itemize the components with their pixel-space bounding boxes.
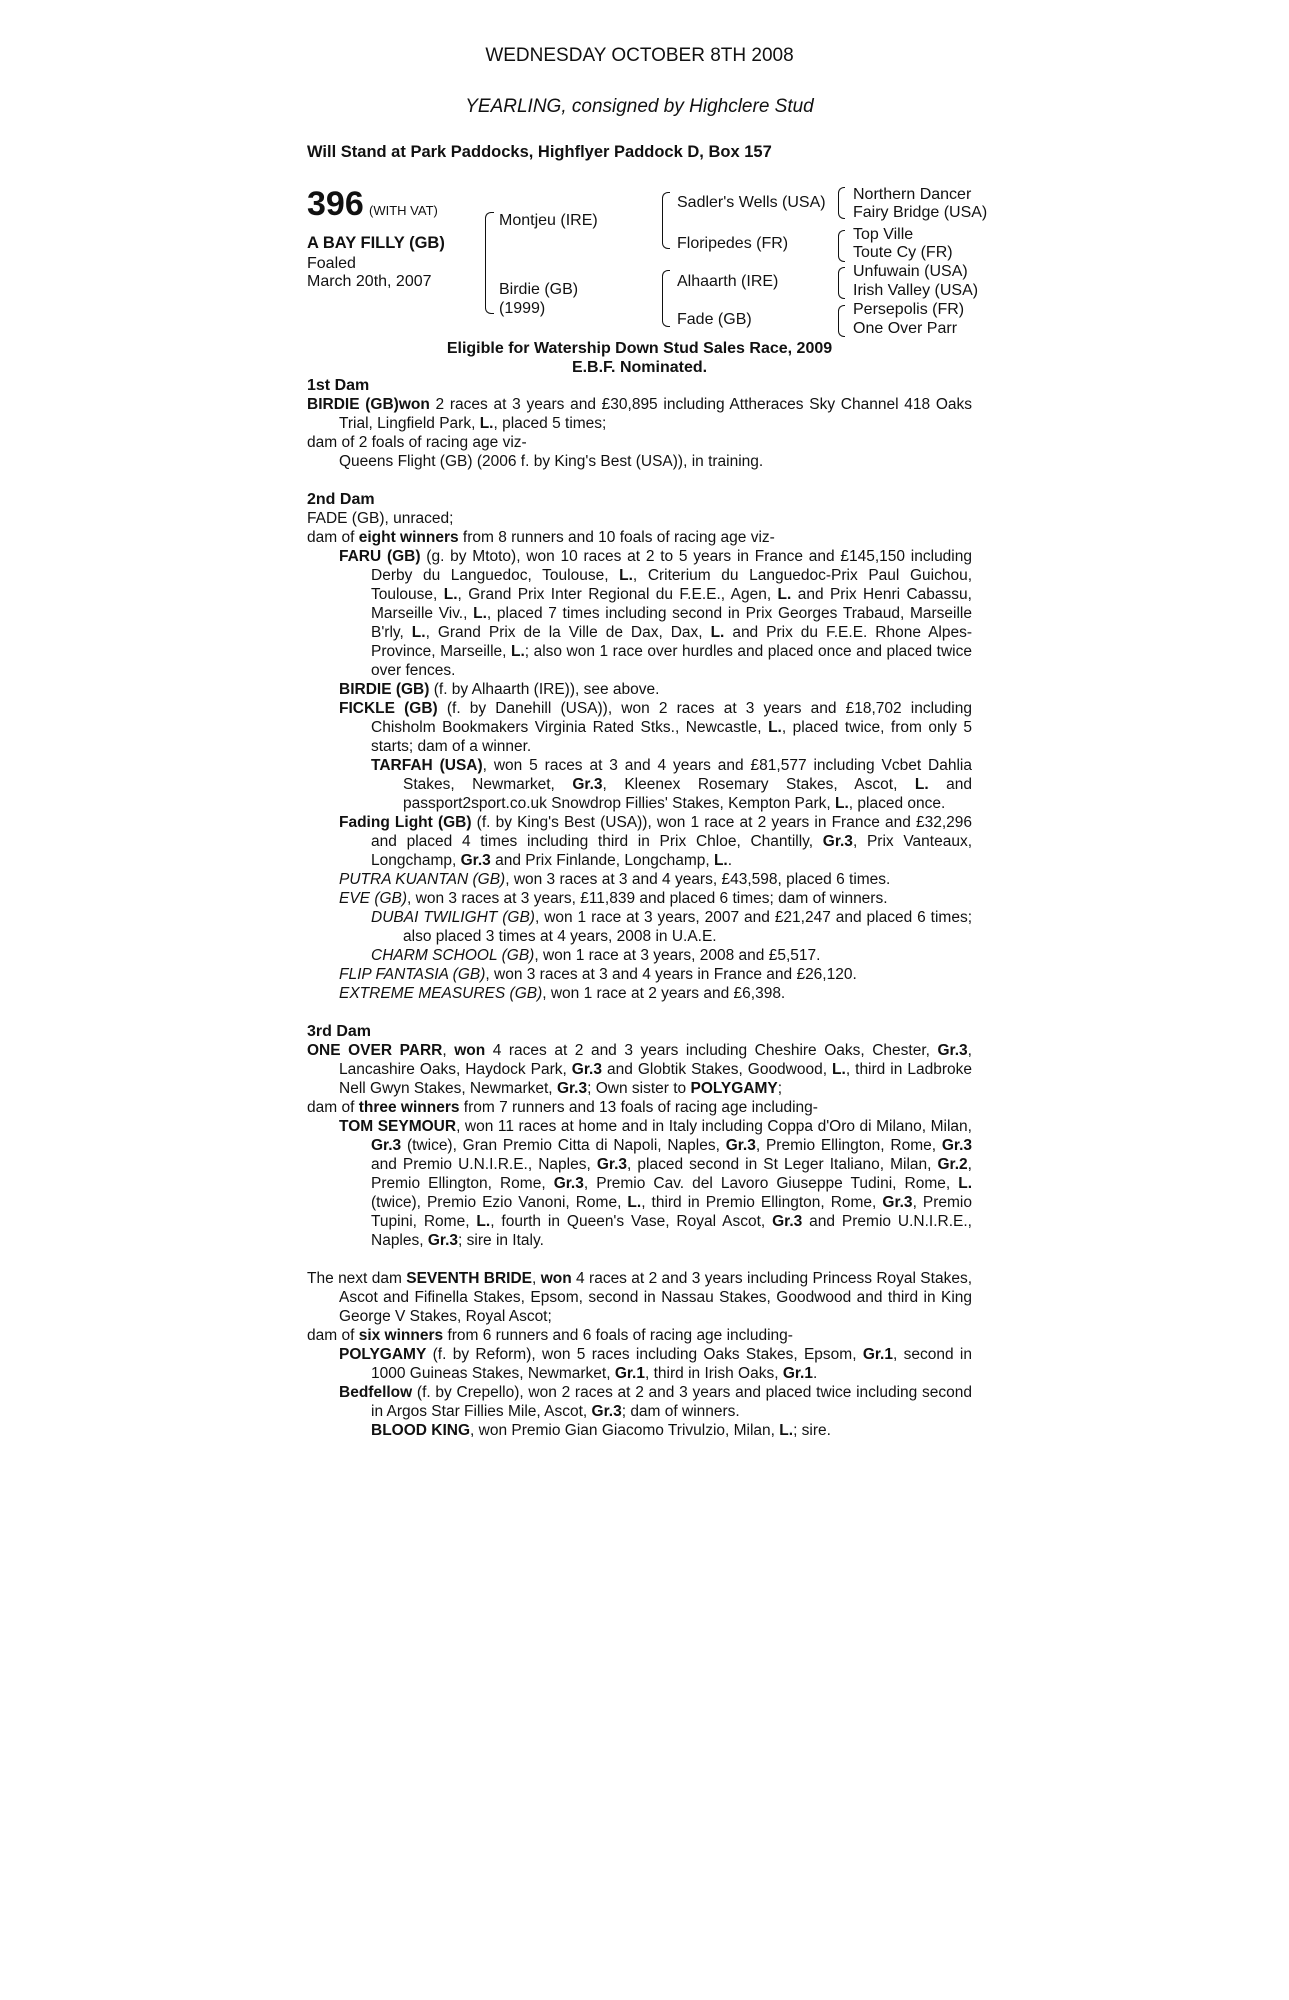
produce-fickle: FICKLE (GB) (f. by Danehill (USA)), won 2 races at 3 years and £18,702 including Chisholm Bookmakers Virginia Rated Stks., Newcastle, L., placed twice, from only 5 starts; dam of a winner. (339, 700, 972, 755)
second-dam-dam-of: dam of eight winners from 8 runners and 10 foals of racing age viz- (307, 529, 775, 546)
pedigree-dam-year: (1999) (499, 300, 546, 317)
next-dam-dam-of: dam of six winners from 6 runners and 6 foals of racing age including- (307, 1327, 793, 1344)
first-dam-record: BIRDIE (GB)won 2 races at 3 years and £30,895 including Attheraces Sky Channel 418 Oaks Trial, Lingfield Park, L., placed 5 times; (307, 396, 972, 432)
third-dam-heading: 3rd Dam (307, 1023, 372, 1040)
produce-fading-light: Fading Light (GB) (f. by King's Best (USA)), won 1 race at 2 years in France and £32,296 and placed 4 times including third in Prix Chloe, Chantilly, Gr.3, Prix Vanteaux, Longchamp, Gr.3 and Prix Finlande, Longchamp, L.. (339, 814, 973, 869)
pedigree-sire: Montjeu (IRE) (499, 212, 598, 229)
pedigree-brace-g2 (838, 230, 845, 262)
second-dam-name: FADE (GB), unraced; (307, 510, 454, 527)
stand-location: Will Stand at Park Paddocks, Highflyer Paddock D, Box 157 (307, 143, 772, 161)
pedigree-dam-sire: Alhaarth (IRE) (677, 273, 779, 290)
sales-race-eligibility: Eligible for Watership Down Stud Sales Race, 2009 (446, 340, 833, 357)
produce-dubai-twilight: DUBAI TWILIGHT (GB), won 1 race at 3 years, 2007 and £21,247 and placed 6 times; also placed 3 times at 4 years, 2008 in U.A.E. (371, 909, 972, 945)
produce-tarfah: TARFAH (USA), won 5 races at 3 and 4 years and £81,577 including Vcbet Dahlia Stakes, Newmarket, Gr.3, Kleenex Rosemary Stakes, Ascot, L. and passport2sport.co.uk Snowdrop Fillies' Stakes, Kempton Park, L., placed once. (371, 757, 973, 812)
pedigree-g2: Fairy Bridge (USA) (853, 204, 988, 221)
pedigree-g6: Irish Valley (USA) (853, 282, 979, 299)
first-dam-heading: 1st Dam (307, 377, 370, 394)
foaled-label: Foaled (307, 255, 356, 272)
lot-number: 396 (307, 185, 364, 223)
vat-note: (WITH VAT) (369, 203, 438, 218)
pedigree-g3: Top Ville (853, 226, 914, 243)
pedigree-g1: Northern Dancer (853, 186, 972, 203)
sale-date: WEDNESDAY OCTOBER 8TH 2008 (485, 45, 794, 66)
produce-bedfellow: Bedfellow (f. by Crepello), won 2 races at 2 and 3 years and placed twice including second in Argos Star Fillies Mile, Ascot, Gr.3; dam of winners. (339, 1384, 972, 1420)
pedigree-g5: Unfuwain (USA) (853, 263, 968, 280)
foaled-date: March 20th, 2007 (307, 273, 432, 290)
produce-polygamy: POLYGAMY (f. by Reform), won 5 races including Oaks Stakes, Epsom, Gr.1, second in 1000 Guineas Stakes, Newmarket, Gr.1, third in Irish Oaks, Gr.1. (339, 1346, 972, 1382)
consignment-line: YEARLING, consigned by Highclere Stud (465, 96, 814, 117)
first-dam-foal: Queens Flight (GB) (2006 f. by King's Best (USA)), in training. (339, 453, 764, 470)
first-dam-dam-of: dam of 2 foals of racing age viz- (307, 434, 527, 451)
pedigree-brace-g3 (838, 267, 845, 299)
produce-charm-school: CHARM SCHOOL (GB), won 1 race at 3 years, 2008 and £5,517. (371, 947, 821, 964)
pedigree-g4: Toute Cy (FR) (853, 244, 953, 261)
produce-blood-king: BLOOD KING, won Premio Gian Giacomo Trivulzio, Milan, L.; sire. (371, 1422, 831, 1439)
produce-birdie: BIRDIE (GB) (f. by Alhaarth (IRE)), see above. (339, 681, 660, 698)
produce-record (307, 376, 972, 1440)
produce-extreme-measures: EXTREME MEASURES (GB), won 1 race at 2 years and £6,398. (339, 985, 786, 1002)
produce-putra-kuantan: PUTRA KUANTAN (GB), won 3 races at 3 and 4 years, £43,598, placed 6 times. (339, 871, 891, 888)
third-dam-record: ONE OVER PARR, won 4 races at 2 and 3 years including Cheshire Oaks, Chester, Gr.3, Lancashire Oaks, Haydock Park, Gr.3 and Globtik Stakes, Goodwood, L., third in Ladbroke Nell Gwyn Stakes, Newmarket, Gr.3; Own sister to POLYGAMY; (307, 1042, 972, 1097)
produce-eve: EVE (GB), won 3 races at 3 years, £11,839 and placed 6 times; dam of winners. (339, 890, 888, 907)
produce-faru: FARU (GB) (g. by Mtoto), won 10 races at 2 to 5 years in France and £145,150 including Derby du Languedoc, Toulouse, L., Criterium du Languedoc-Prix Paul Guichou, Toulouse, L., Grand Prix Inter Regional du F.E.E., Agen, L. and Prix Henri Cabassu, Marseille Viv., L., placed 7 times including second in Prix Georges Trabaud, Marseille B'rly, L., Grand Prix de la Ville de Dax, Dax, L. and Prix du F.E.E. Rhone Alpes-Province, Marseille, L.; also won 1 race over hurdles and placed once and placed twice over fences. (339, 548, 973, 679)
produce-tom-seymour: TOM SEYMOUR, won 11 races at home and in Italy including Coppa d'Oro di Milano, Milan, Gr.3 (twice), Gran Premio Citta di Napoli, Naples, Gr.3, Premio Ellington, Rome, Gr.3 and Premio U.N.I.R.E., Naples, Gr.3, placed second in St Leger Italiano, Milan, Gr.2, Premio Ellington, Rome, Gr.3, Premio Cav. del Lavoro Giuseppe Tudini, Rome, L. (twice), Premio Ezio Vanoni, Rome, L., third in Premio Ellington, Rome, Gr.3, Premio Tupini, Rome, L., fourth in Queen's Vase, Royal Ascot, Gr.3 and Premio U.N.I.R.E., Naples, Gr.3; sire in Italy. (339, 1118, 973, 1249)
pedigree-brace-sire (662, 192, 670, 249)
pedigree-sire-sire: Sadler's Wells (USA) (677, 194, 826, 211)
pedigree-brace-g1 (838, 187, 845, 219)
second-dam-heading: 2nd Dam (307, 491, 375, 508)
pedigree-brace-dam (662, 270, 670, 327)
horse-name: A BAY FILLY (GB) (307, 234, 445, 252)
pedigree-g8: One Over Parr (853, 320, 958, 337)
ebf-nomination: E.B.F. Nominated. (571, 359, 708, 376)
produce-flip-fantasia: FLIP FANTASIA (GB), won 3 races at 3 and 4 years in France and £26,120. (339, 966, 857, 983)
third-dam-dam-of: dam of three winners from 7 runners and 13 foals of racing age including- (307, 1099, 818, 1116)
pedigree-dam: Birdie (GB) (499, 281, 579, 298)
pedigree-sire-dam: Floripedes (FR) (677, 235, 789, 252)
next-dam-record: The next dam SEVENTH BRIDE, won 4 races at 2 and 3 years including Princess Royal Stakes, Ascot and Fifinella Stakes, Epsom, second in Nassau Stakes, Goodwood and third in King George V Stakes, Royal Ascot; (307, 1270, 973, 1325)
first-dam-won: won (398, 396, 430, 413)
pedigree-brace-main (485, 212, 494, 314)
pedigree-dam-dam: Fade (GB) (677, 311, 752, 328)
pedigree-brace-g4 (838, 305, 845, 337)
pedigree-g7: Persepolis (FR) (853, 301, 965, 318)
first-dam-name: BIRDIE (GB) (307, 396, 399, 413)
